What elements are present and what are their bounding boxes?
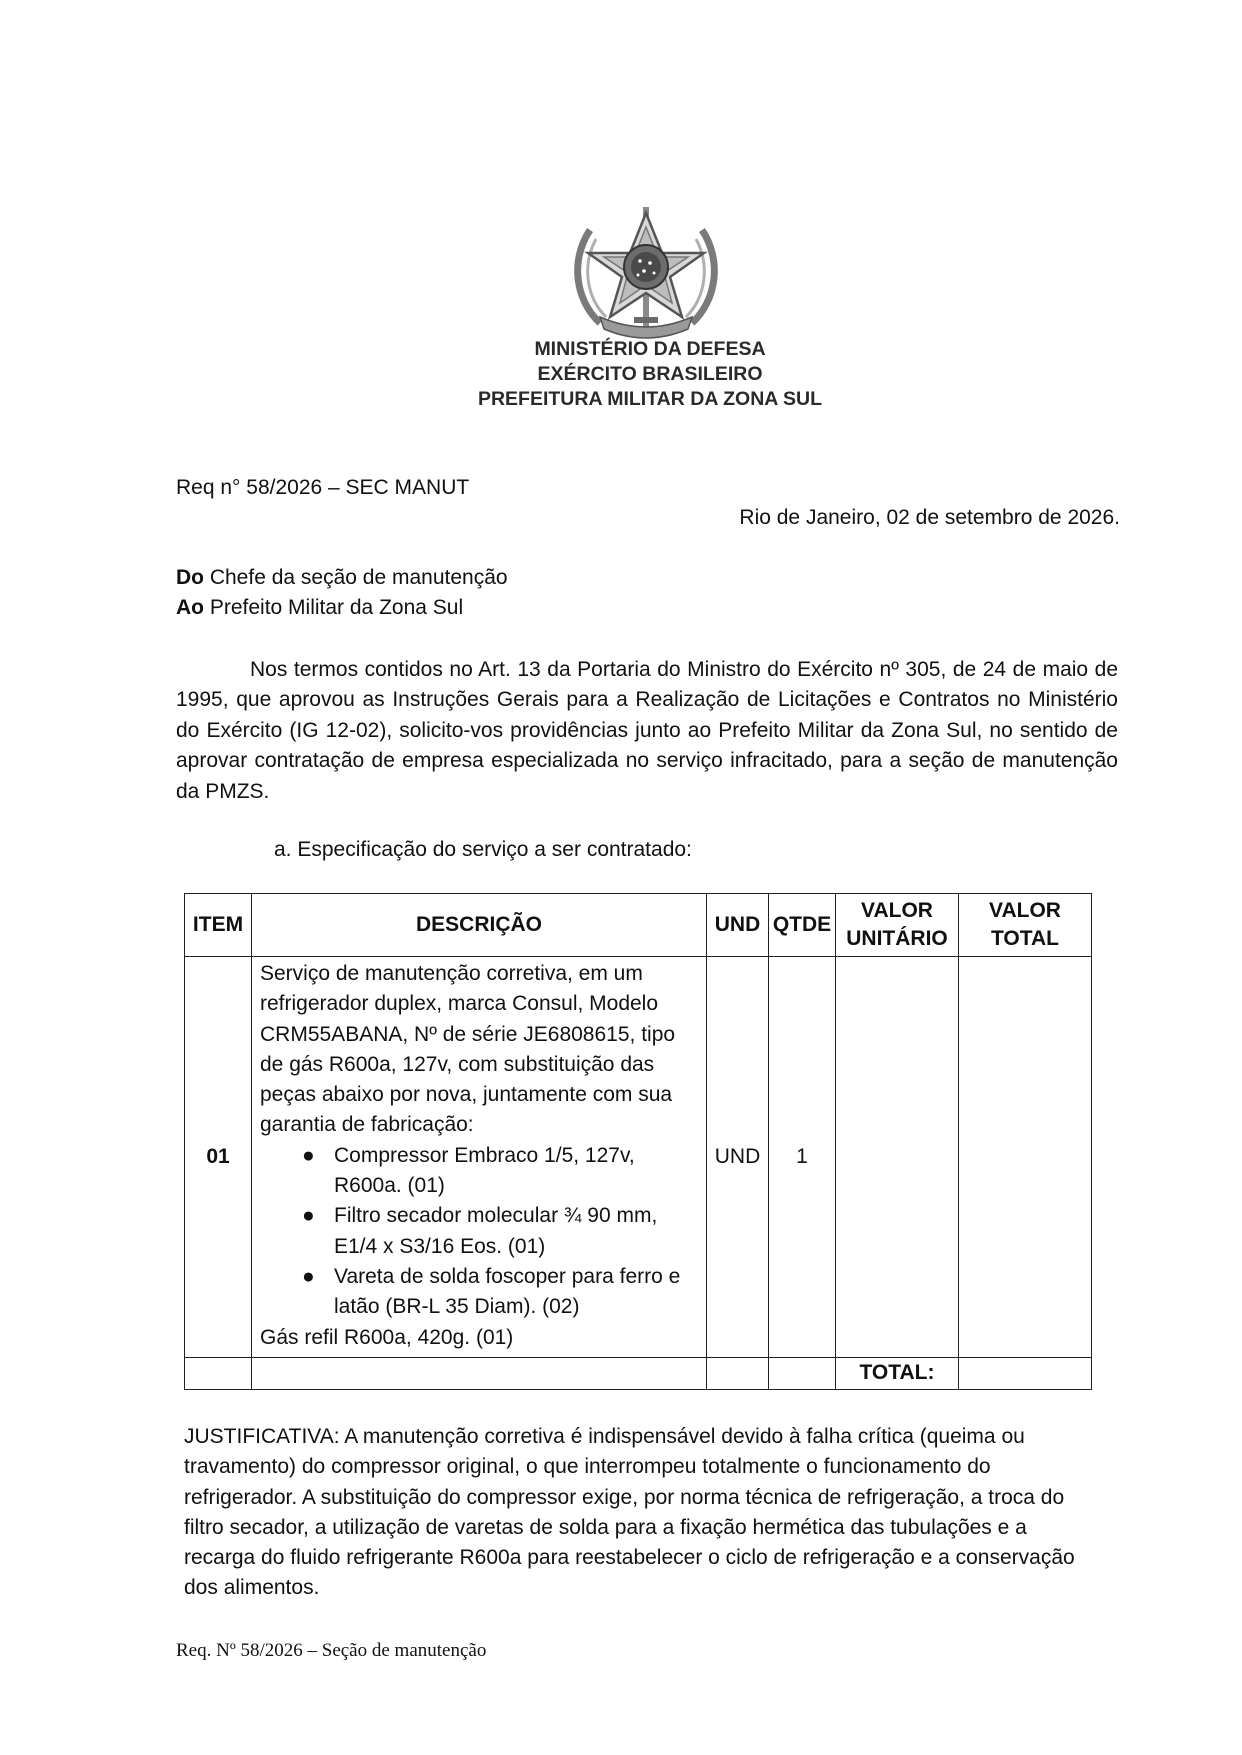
header-valor-total-line2: TOTAL (990, 927, 1060, 950)
ministry-line: MINISTÉRIO DA DEFESA (534, 338, 766, 360)
institution-header (420, 337, 880, 412)
spec-heading: a. Especificação do serviço a ser contratado: (274, 838, 692, 861)
bullet-icon: ● (302, 1204, 315, 1228)
total-empty-cell (769, 1357, 836, 1389)
army-line: EXÉRCITO BRASILEIRO (537, 363, 763, 385)
description-intro: Serviço de manutenção corretiva, em um refrigerador duplex, marca Consul, Modelo CRM55ABANA, Nº de série JE6808615, tipo de gás R600a, 127v, com substituição das peças abaixo por nova, juntamente com sua garantia de fabricação: (260, 962, 676, 1137)
total-label: TOTAL: (836, 1357, 959, 1389)
part-text: Vareta de solda foscoper para ferro e latão (BR-L 35 Diam). (02) (334, 1264, 681, 1319)
body-paragraph: Nos termos contidos no Art. 13 da Portaria do Ministro do Exército nº 305, de 24 de maio de 1995, que aprovou as Instruções Gerais para a Realização de Licitações e Contratos no Ministério do Exército (IG 12-02), solicito-vos providências junto ao Prefeito Militar da Zona Sul, no sentido de aprovar contratação de empresa especializada no serviço infracitado, para a seção de manutenção da PMZS. (176, 658, 1118, 803)
part-text: Compressor Embraco 1/5, 127v, R600a. (01) (334, 1143, 635, 1198)
recipient-text: Prefeito Militar da Zona Sul (204, 596, 464, 619)
total-empty-cell (707, 1357, 769, 1389)
table-row (185, 957, 1092, 1358)
parts-list (260, 1141, 698, 1323)
prefecture-line: PREFEITURA MILITAR DA ZONA SUL (477, 388, 823, 410)
coat-of-arms-icon (570, 205, 722, 345)
cell-qtde: 1 (769, 957, 836, 1358)
sender-text: Chefe da seção de manutenção (204, 566, 508, 589)
document-date: Rio de Janeiro, 02 de setembro de 2026. (739, 506, 1120, 529)
service-spec-table (184, 893, 1092, 1390)
bullet-icon: ● (302, 1143, 315, 1167)
header-valor-total (959, 894, 1092, 957)
cell-item: 01 (185, 957, 252, 1358)
header-qtde: QTDE (769, 894, 836, 957)
header-valor-unitario-line1: VALOR (861, 899, 933, 922)
header-valor-unitario (836, 894, 959, 957)
list-item (260, 1201, 698, 1262)
bullet-icon: ● (302, 1264, 315, 1288)
list-item (260, 1262, 698, 1323)
cell-valor-total (959, 957, 1092, 1358)
sender-line (176, 563, 508, 593)
header-descricao: DESCRIÇÃO (252, 894, 707, 957)
list-item (260, 1141, 698, 1202)
sender-label: Do (176, 566, 204, 589)
page-footer: Req. Nº 58/2026 – Seção de manutenção (176, 1640, 487, 1661)
total-empty-cell (185, 1357, 252, 1389)
cell-valor-unitario (836, 957, 959, 1358)
recipient-line (176, 593, 463, 623)
part-text: Filtro secador molecular ¾ 90 mm, E1/4 x S3/16 Eos. (01) (334, 1204, 658, 1258)
header-und: UND (707, 894, 769, 957)
header-item: ITEM (185, 894, 252, 957)
header-valor-total-line1: VALOR (989, 899, 1061, 922)
header-valor-unitario-line2: UNITÁRIO (846, 927, 948, 950)
justification-paragraph: JUSTIFICATIVA: A manutenção corretiva é indispensável devido à falha crítica (queima ou travamento) do compressor original, o que interrompeu totalmente o funcionamento do refrigerador. A substituição do compressor exige, por norma técnica de refrigeração, a troca do filtro secador, a utilização de varetas de solda para a fixação hermética das tubulações e a recarga do fluido refrigerante R600a para reestabelecer o ciclo de refrigeração e a conservação dos alimentos. (184, 1425, 1075, 1600)
description-end: Gás refil R600a, 420g. (01) (260, 1325, 514, 1349)
total-value-cell (959, 1357, 1092, 1389)
recipient-label: Ao (176, 596, 204, 619)
cell-und: UND (707, 957, 769, 1358)
document-reference: Req n° 58/2026 – SEC MANUT (176, 476, 470, 499)
cell-description (252, 957, 707, 1358)
table-total-row (185, 1357, 1092, 1389)
total-empty-cell (252, 1357, 707, 1389)
table-header-row (185, 894, 1092, 957)
